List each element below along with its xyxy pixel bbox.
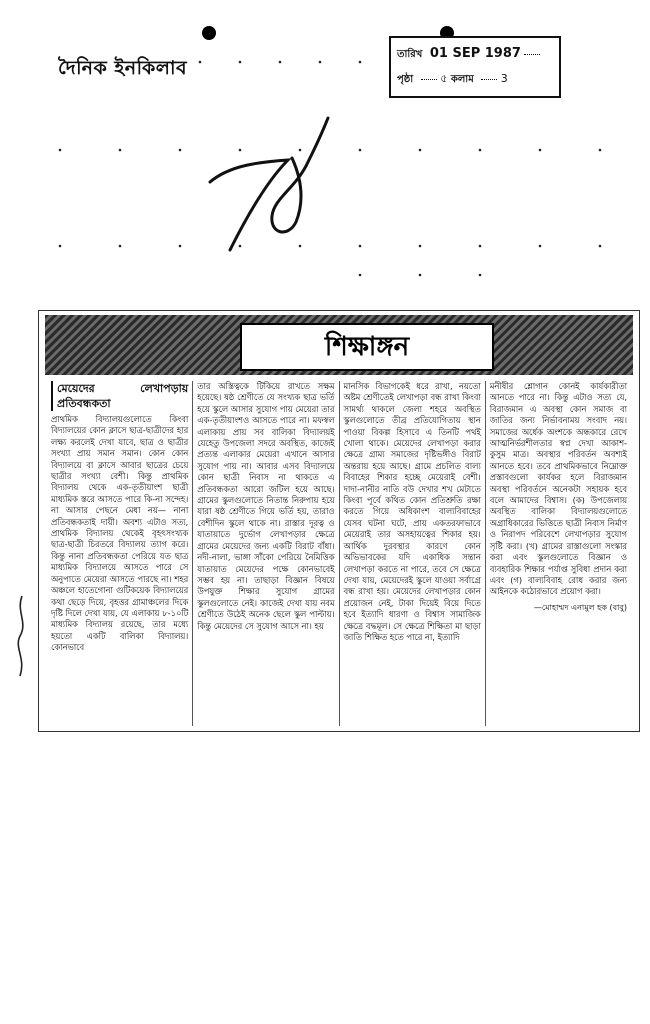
article-column-1 — [47, 381, 193, 726]
article-column-4-text: মনীষীর শ্লোগান কোনই কার্যকারীতা আনতে পারে না। কিন্তু এটাও সত্য যে, বিরাজমান এ অবস্থা কোন সমাজ বা জাতির জন্য নির্ভাবনাময় সংবাদ নয়। সমাজের অর্ধেক অংশকে অন্ধকারে রেখে আত্মনির্ভরশীলতার স্বপ্ন দেখা আকাশ-কুসুম মাত্র। অবস্থার পরিবর্তন অবশ্যই আনতে হবে। তবে প্রাথমিকভাবে নিম্নোক্ত প্রস্তাবগুলো কার্যকর হলে বিরাজমান অবস্থা পরিবর্তনে অনেকটা সহায়ক হবে বলে আমাদের বিশ্বাস। (ক) উপজেলায় অবস্থিত বালিকা বিদ্যালয়গুলোতে অগ্রাধিকারের ভিত্তিতে ছাত্রী নিবাস নির্মাণ ও নিরাপদ পরিবেশে লেখাপড়ার সুযোগ সৃষ্টি করা। (খ) গ্রামের রাস্তাগুলো সংস্কার করা এবং স্কুলগুলোতে বিজ্ঞান ও ব্যবহারিক শিক্ষার পর্যাপ্ত সুবিধা প্রদান করা এবং (গ) বাল্যবিবাহ রোধ করার জন্য আইনকে কঠোরভাবে প্রয়োগ করা। — [489, 381, 627, 597]
article-headline: মেয়েদের লেখাপড়ায় প্রতিবন্ধকতা — [51, 381, 188, 411]
stamp-date-value: 01 SEP 1987 — [429, 46, 521, 61]
newspaper-name: দৈনিক ইনকিলাব — [58, 57, 188, 79]
stamp-page-label: পৃষ্ঠা — [397, 74, 414, 85]
newspaper-clipping — [38, 310, 640, 732]
margin-handwriting — [8, 592, 36, 682]
article-column-2-text: তার অস্তিত্বকে টিকিয়ে রাখতে সক্ষম হয়েছে। ষষ্ঠ শ্রেণীতে যে সংখ্যক ছাত্র ভর্তি হয়ে স্কুলে আসার সুযোগ পায় মেয়েরা তার এক-তৃতীয়াংশও আসতে পারে না। মফস্বল এলাকায় প্রায় সব বালিকা বিদ্যালয়ই যেহেতু উপজেলা সদরে অবস্থিত, কাজেই প্রত্যন্ত এলাকার মেয়েরা এখানে আসার সুযোগ পায় না। আবার এসব বিদ্যালয়ে কোন ছাত্রী নিবাস না থাকতে এ প্রতিবন্ধকতা আরো জটিল হয়ে আছে। গ্রামের স্কুলগুলোতে নিতান্ত নিরুপায় হয়ে যারা ষষ্ঠ শ্রেণীতে গিয়ে ভর্তি হয়, তারাও বেশীদিন স্কুলে থাকে না। রাস্তার দূরত্ব ও যাতায়াতে দুর্ভোগ লেখাপড়ার ক্ষেত্রে গ্রামের মেয়েদের জন্য একটি বিরাট বাঁধা। নদী-নালা, ভাঙ্গা সাঁকো পেরিয়ে নৈমিত্তিক যাতায়াত মেয়েদের পক্ষে কোনভাবেই সম্ভব হয় না। তাছাড়া বিজ্ঞান বিষয়ে উপযুক্ত শিক্ষার সুযোগ গ্রামের স্কুলগুলোতে নেই। কাজেই দেখা যায় নবম শ্রেণীতে উঠেই অনেক ছেলে স্কুল পাল্টায়। কিন্তু মেয়েদের সে সুযোগ আসে না। হয় — [197, 381, 335, 631]
stamp-column-value: 3 — [500, 72, 508, 85]
section-banner — [45, 315, 633, 375]
stamp-page-value: ৫ — [440, 72, 448, 85]
article-column-3 — [340, 381, 486, 726]
article-column-2 — [193, 381, 339, 726]
article-column-3-text: মানসিক বিভাগকেই ধরে রাখা, নয়তো অষ্টম শ্রেণীতেই লেখাপড়া বন্ধ রাখা কিংবা সামর্থ্য থাকলে জেলা শহরে অবস্থিত স্কুলগুলোতে তীব্র প্রতিযোগিতায় স্থান পাওয়া বিকল্প হিসাবে এ তিনটি পথই খোলা থাকে। মেয়েদের লেখাপড়া করার ক্ষেত্রে গ্রাম্য সমাজের দৃষ্টিভঙ্গীও বিরাট অন্তরায় হয়ে আছে। গ্রামে প্রচলিত বাল্য বিবাহের শিকার হচ্ছে মেয়েরাই বেশী। দাদা-নানীর নাতি বউ দেখার শখ মেটাতে কিংবা পূর্বে কথিত কোন প্রতিশ্রুতি রক্ষা করতে গিয়ে অধিকাংশ বাল্যবিবাহের যেসব ঘটনা ঘটে, প্রায় একতরফাভাবে মেয়েরাই তার অসহায়ত্বের শিকার হয়। আর্থিক দুরবস্থার কারণে কোন অভিভাবকের যদি একাধিক সন্তান লেখাপড়া করতে না পারে, তবে সে ক্ষেত্রে দেখা যায়, মেয়েদেরই স্কুলে যাওয়া সর্বাগ্রে বন্ধ রাখা হয়। মেয়েদের লেখাপড়ার কোন প্রয়োজন নেই, টাকা দিয়েই বিয়ে দিতে হবে ইত্যাদি ধারণা ও বিশ্বাস সামাজিক ক্ষেত্রে বদ্ধমূল। সে ক্ষেত্রে শিক্ষিতা মা ছাড়া জাতি শিক্ষিত হতে পারে না, ইত্যাদি — [343, 381, 481, 642]
article-column-1-text: প্রাথমিক বিদ্যালয়গুলোতে কিংবা বিদ্যালয়ের কোন ক্লাসে ছাত্র-ছাত্রীদের হার লক্ষ্য করলেই দেখা যাবে, ছাত্র ও ছাত্রীর সংখ্যা প্রায় সমান সমান। কোন কোন বিদ্যালয়ে বা ক্লাসে আবার ছাত্রের চেয়ে ছাত্রীর সংখ্যা বেশী। কিন্তু প্রাথমিক বিদ্যালয় থেকে এক-তৃতীয়াংশ ছাত্রী মাধ্যমিক স্তরে আসতে পারে কি-না সন্দেহ। না আসার পেছনে মেধা নয়— নানা প্রতিবন্ধকতাই দায়ী। অবশ্য এটাও সত্য, প্রাথমিক বিদ্যালয় থেকেই বৃহৎসংখ্যক ছাত্র-ছাত্রী চিরতরে বিদ্যালয় ত্যাগ করে। কিন্তু নানা প্রতিবন্ধকতা পেরিয়ে যত ছাত্র মাধ্যমিক বিদ্যালয়ে আসতে পারে সে অনুপাতে মেয়েরা আসতে পারছে না। শহর অঞ্চলে হাতেগোনা গুটিকয়েক বিদ্যালয়ের কথা ছেড়ে দিয়ে, বৃহত্তর গ্রামাঞ্চলের দিকে দৃষ্টি দিলে দেখা যায়, যে এলাকায় ৮-১০টি মাধ্যমিক বিদ্যালয় রয়েছে, তার মধ্যে হয়তো একটি বালিকা বিদ্যালয়। কোনভাবে — [51, 414, 189, 653]
article-columns — [47, 381, 631, 726]
article-column-4 — [486, 381, 631, 726]
stamp-date-label: তারিখ — [397, 49, 423, 60]
section-title: শিক্ষাঙ্গন — [240, 323, 494, 371]
stamp-column-label: কলাম — [450, 74, 474, 85]
article-byline: —মোহাম্মদ এনামুল হক (বাবু) — [533, 602, 627, 612]
handwritten-number-sketch — [200, 110, 360, 270]
